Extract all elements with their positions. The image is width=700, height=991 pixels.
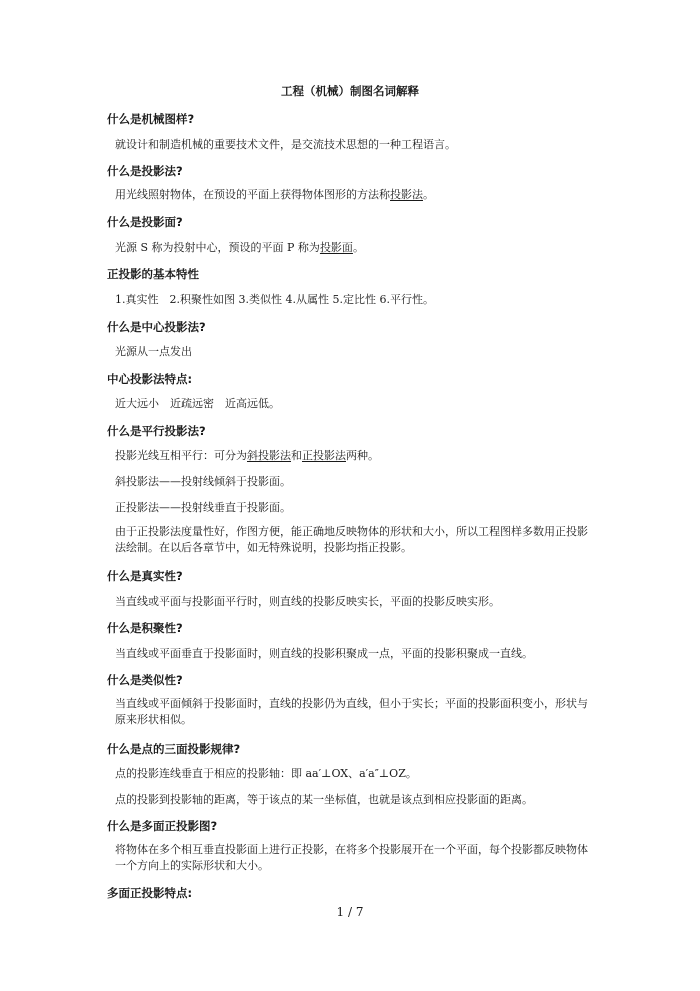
heading-true-shape: 什么是真实性?	[107, 569, 183, 583]
paragraph-projection-plane: 光源 S 称为投射中心，预设的平面 P 称为投影面。	[115, 241, 364, 254]
paragraph-similarity: 当直线或平面倾斜于投影面时，直线的投影仍为直线，但小于实长；平面的投影面积变小，形状与原来形状相似。	[115, 697, 588, 726]
paragraph-mechanical-drawing: 就设计和制造机械的重要技术文件，是交流技术思想的一种工程语言。	[115, 138, 456, 151]
heading-projection-method: 什么是投影法?	[107, 164, 183, 178]
page-number: 1 / 7	[336, 905, 364, 919]
paragraph-parallel-projection: 投影光线互相平行：可分为斜投影法和正投影法两种。	[115, 449, 379, 462]
term-projection-method: 投影法	[390, 188, 423, 201]
heading-point-projection-rule: 什么是点的三面投影规律?	[107, 742, 241, 756]
heading-multiview-features: 多面正投影特点:	[107, 886, 193, 900]
paragraph-accumulation: 当直线或平面垂直于投影面时，则直线的投影积聚成一点，平面的投影积聚成一直线。	[115, 647, 533, 660]
paragraph-point-distance: 点的投影到投影轴的距离，等于该点的某一坐标值，也就是该点到相应投影面的距离。	[115, 793, 533, 806]
heading-accumulation: 什么是积聚性?	[107, 621, 183, 635]
heading-orthographic-properties: 正投影的基本特性	[107, 267, 199, 281]
heading-central-projection-features: 中心投影法特点:	[107, 372, 193, 386]
paragraph-central-projection-features: 近大远小 近疏远密 近高远低。	[115, 397, 280, 410]
heading-similarity: 什么是类似性?	[107, 673, 183, 687]
heading-multiview-projection: 什么是多面正投影图?	[107, 819, 218, 833]
paragraph-point-projection-rule: 点的投影连线垂直于相应的投影轴：即 aa′⊥OX、a′a″⊥OZ。	[115, 767, 417, 780]
heading-parallel-projection: 什么是平行投影法?	[107, 424, 206, 438]
paragraph-multiview-projection: 将物体在多个相互垂直投影面上进行正投影，在将多个投影展开在一个平面，每个投影都反映物体一个方向上的实际形状和大小。	[115, 843, 588, 872]
heading-central-projection: 什么是中心投影法?	[107, 320, 206, 334]
paragraph-orthographic-properties: 1.真实性 2.积聚性如图 3.类似性 4.从属性 5.定比性 6.平行性。	[115, 293, 434, 306]
heading-mechanical-drawing: 什么是机械图样?	[107, 112, 195, 126]
paragraph-central-projection: 光源从一点发出	[115, 345, 192, 358]
term-oblique-projection: 斜投影法	[247, 449, 291, 462]
page-title: 工程（机械）制图名词解释	[281, 84, 419, 98]
heading-projection-plane: 什么是投影面?	[107, 215, 183, 229]
term-projection-plane: 投影面	[319, 241, 353, 254]
paragraph-projection-method: 用光线照射物体，在预设的平面上获得物体图形的方法称投影法。	[115, 188, 434, 201]
paragraph-orthographic-usage: 由于正投影法度量性好，作图方便，能正确地反映物体的形状和大小，所以工程图样多数用正投影法绘制。在以后各章节中，如无特殊说明，投影均指正投影。	[115, 525, 588, 554]
paragraph-true-shape: 当直线或平面与投影面平行时，则直线的投影反映实长，平面的投影反映实形。	[115, 595, 500, 608]
paragraph-orthographic-projection: 正投影法——投射线垂直于投影面。	[115, 501, 291, 514]
term-orthographic-projection: 正投影法	[302, 449, 346, 462]
paragraph-oblique-projection: 斜投影法——投射线倾斜于投影面。	[115, 475, 291, 488]
